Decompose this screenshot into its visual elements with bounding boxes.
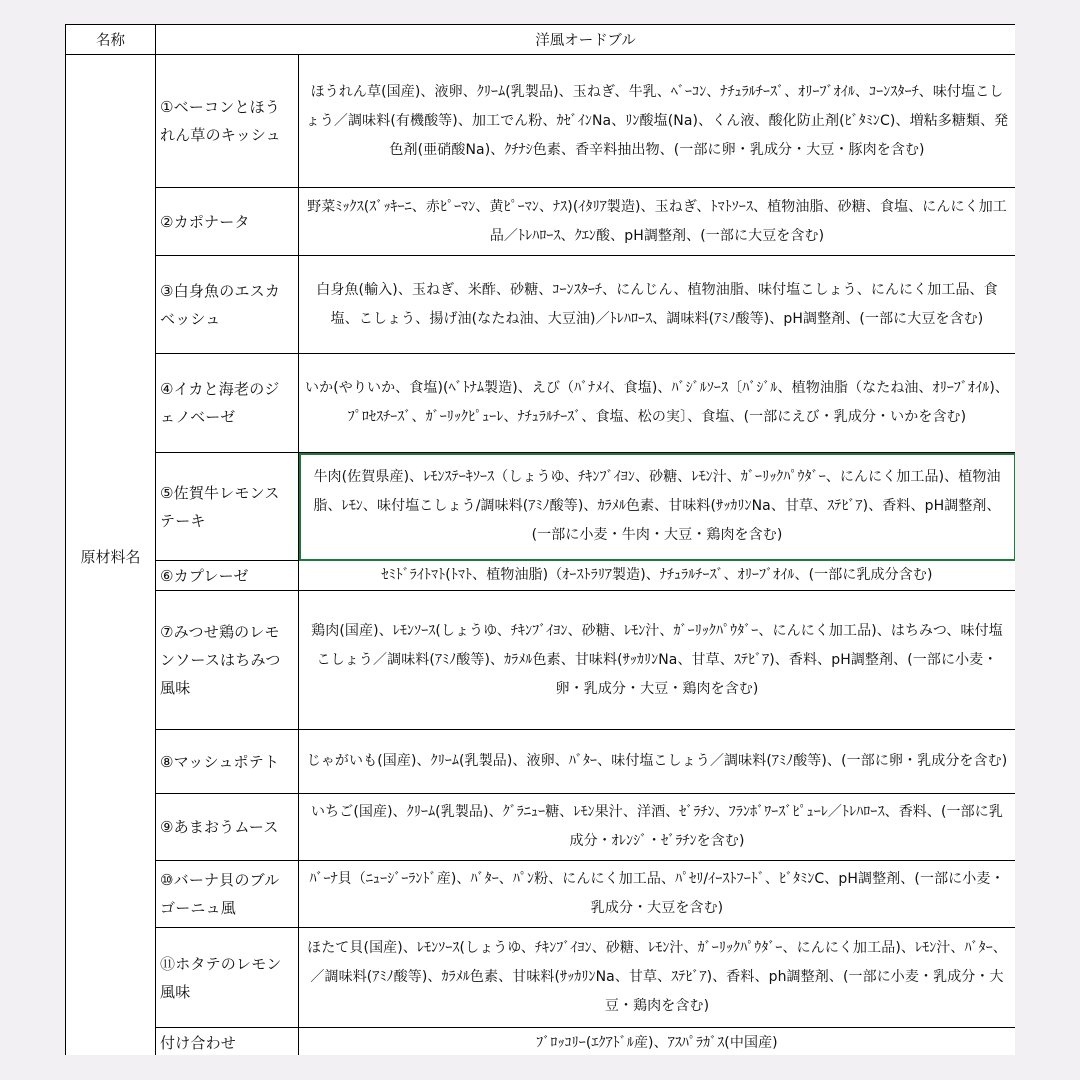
ingredient-label-sheet — [65, 24, 1015, 1055]
ingredient-table — [65, 24, 1015, 1055]
item-ingredients: ｾﾐﾄﾞﾗｲﾄﾏﾄ(ﾄﾏﾄ、植物油脂)（ｵｰｽﾄﾗﾘｱ製造)、ﾅﾁｭﾗﾙﾁｰｽﾞ、ｵﾘｰﾌﾞｵｲﾙ、(一部に乳成分含む) — [299, 561, 1016, 591]
table-row — [66, 928, 1016, 1028]
table-row — [66, 354, 1016, 453]
table-row — [66, 256, 1016, 354]
name-header: 名称 — [66, 25, 156, 55]
item-ingredients: ﾊﾞｰﾅ貝（ﾆｭｰｼﾞｰﾗﾝﾄﾞ産)、ﾊﾞﾀｰ、ﾊﾟﾝ粉、にんにく加工品、ﾊﾟｾﾘ/ｲｰｽﾄﾌｰﾄﾞ、ﾋﾞﾀﾐﾝC、pH調整剤、(一部に小麦・乳成分・大豆を含む) — [299, 861, 1016, 928]
item-ingredients: ほうれん草(国産)、液卵、ｸﾘｰﾑ(乳製品)、玉ねぎ、牛乳、ﾍﾞｰｺﾝ、ﾅﾁｭﾗﾙﾁｰｽﾞ、ｵﾘｰﾌﾞｵｲﾙ、ｺｰﾝｽﾀｰﾁ、味付塩こしょう／調味料(有機酸等)、加工でん粉、ｶｾﾞｲﾝNa、ﾘﾝ酸塩(Na)、くん液、酸化防止剤(ﾋﾞﾀﾐﾝC)、増粘多糖類、発色剤(亜硝酸Na)、ｸﾁﾅｼ色素、香辛料抽出物、(一部に卵・乳成分・大豆・豚肉を含む) — [299, 55, 1016, 188]
item-ingredients: いちご(国産)、ｸﾘｰﾑ(乳製品)、ｸﾞﾗﾆｭｰ糖、ﾚﾓﾝ果汁、洋酒、ｾﾞﾗﾁﾝ、ﾌﾗﾝﾎﾞﾜｰｽﾞﾋﾟｭｰﾚ／ﾄﾚﾊﾛｰｽ、香料、(一部に乳成分・ｵﾚﾝｼﾞ・ｾﾞﾗﾁﾝを含む) — [299, 794, 1016, 861]
item-ingredients: 白身魚(輸入)、玉ねぎ、米酢、砂糖、ｺｰﾝｽﾀｰﾁ、にんじん、植物油脂、味付塩こしょう、にんにく加工品、食塩、こしょう、揚げ油(なたね油、大豆油)／ﾄﾚﾊﾛｰｽ、調味料(ｱﾐﾉ酸等)、pH調整剤、(一部に大豆を含む) — [299, 256, 1016, 354]
item-name: ⑦みつせ鶏のレモンソースはちみつ風味 — [156, 591, 299, 730]
item-name: ④イカと海老のジェノベーゼ — [156, 354, 299, 453]
item-name: ③白身魚のエスカベッシュ — [156, 256, 299, 354]
product-name: 洋風オードブル — [156, 25, 1016, 55]
item-name: ⑩バーナ貝のブルゴーニュ風 — [156, 861, 299, 928]
header-row — [66, 25, 1016, 55]
item-ingredients: じゃがいも(国産)、ｸﾘｰﾑ(乳製品)、液卵、ﾊﾞﾀｰ、味付塩こしょう／調味料(ｱﾐﾉ酸等)、(一部に卵・乳成分を含む) — [299, 730, 1016, 794]
category-label: 原材料名 — [66, 55, 156, 1056]
item-ingredients: 鶏肉(国産)、ﾚﾓﾝｿｰｽ(しょうゆ、ﾁｷﾝﾌﾞｲﾖﾝ、砂糖、ﾚﾓﾝ汁、ｶﾞｰﾘｯｸﾊﾟｳﾀﾞｰ、にんにく加工品)、はちみつ、味付塩こしょう／調味料(ｱﾐﾉ酸等)、ｶﾗﾒﾙ色素、甘味料(ｻｯｶﾘﾝNa、甘草、ｽﾃﾋﾞｱ)、香料、pH調整剤、(一部に小麦・卵・乳成分・大豆・鶏肉を含む) — [299, 591, 1016, 730]
side-name: 付け合わせ — [156, 1028, 299, 1056]
side-ingredients: ﾌﾞﾛｯｺﾘｰ(ｴｸｱﾄﾞﾙ産)、ｱｽﾊﾟﾗｶﾞｽ(中国産) — [299, 1028, 1016, 1056]
item-name: ⑨あまおうムース — [156, 794, 299, 861]
table-row — [66, 188, 1016, 256]
table-row — [66, 794, 1016, 861]
item-name: ⑥カプレーゼ — [156, 561, 299, 591]
item-ingredients: いか(やりいか、食塩)(ﾍﾞﾄﾅﾑ製造)、えび（ﾊﾞﾅﾒｲ、食塩)、ﾊﾞｼﾞﾙｿｰｽ〔ﾊﾞｼﾞﾙ、植物油脂（なたね油、ｵﾘｰﾌﾞｵｲﾙ)、ﾌﾟﾛｾｽﾁｰｽﾞ、ｶﾞｰﾘｯｸﾋﾟｭｰﾚ、ﾅﾁｭﾗﾙﾁｰｽﾞ、食塩、松の実〕、食塩、(一部にえび・乳成分・いかを含む) — [299, 354, 1016, 453]
table-row — [66, 453, 1016, 561]
item-name: ②カポナータ — [156, 188, 299, 256]
item-name: ⑤佐賀牛レモンステーキ — [156, 453, 299, 561]
table-row — [66, 55, 1016, 188]
item-ingredients-selected[interactable]: 牛肉(佐賀県産)、ﾚﾓﾝｽﾃｰｷｿｰｽ（しょうゆ、ﾁｷﾝﾌﾞｲﾖﾝ、砂糖、ﾚﾓﾝ汁、ｶﾞｰﾘｯｸﾊﾟｳﾀﾞｰ、にんにく加工品)、植物油脂、ﾚﾓﾝ、味付塩こしょう/調味料(ｱﾐﾉ酸等)、ｶﾗﾒﾙ色素、甘味料(ｻｯｶﾘﾝNa、甘草、ｽﾃﾋﾞｱ)、香料、pH調整剤、(一部に小麦・牛肉・大豆・鶏肉を含む) — [299, 453, 1016, 561]
table-row — [66, 730, 1016, 794]
item-name: ⑧マッシュポテト — [156, 730, 299, 794]
table-row — [66, 591, 1016, 730]
table-row — [66, 561, 1016, 591]
item-name: ⑪ホタテのレモン風味 — [156, 928, 299, 1028]
item-ingredients: ほたて貝(国産)、ﾚﾓﾝｿｰｽ(しょうゆ、ﾁｷﾝﾌﾞｲﾖﾝ、砂糖、ﾚﾓﾝ汁、ｶﾞｰﾘｯｸﾊﾟｳﾀﾞｰ、にんにく加工品)、ﾚﾓﾝ汁、ﾊﾞﾀｰ、／調味料(ｱﾐﾉ酸等)、ｶﾗﾒﾙ色素、甘味料(ｻｯｶﾘﾝNa、甘草、ｽﾃﾋﾞｱ)、香料、ph調整剤、(一部に小麦・乳成分・大豆・鶏肉を含む) — [299, 928, 1016, 1028]
item-name: ①ベーコンとほうれん草のキッシュ — [156, 55, 299, 188]
item-ingredients: 野菜ﾐｯｸｽ(ｽﾞｯｷｰﾆ、赤ﾋﾟｰﾏﾝ、黄ﾋﾟｰﾏﾝ、ﾅｽ)(ｲﾀﾘｱ製造)、玉ねぎ、ﾄﾏﾄｿｰｽ、植物油脂、砂糖、食塩、にんにく加工品／ﾄﾚﾊﾛｰｽ、ｸｴﾝ酸、pH調整剤、(一部に大豆を含む) — [299, 188, 1016, 256]
table-row — [66, 861, 1016, 928]
table-row-side — [66, 1028, 1016, 1056]
